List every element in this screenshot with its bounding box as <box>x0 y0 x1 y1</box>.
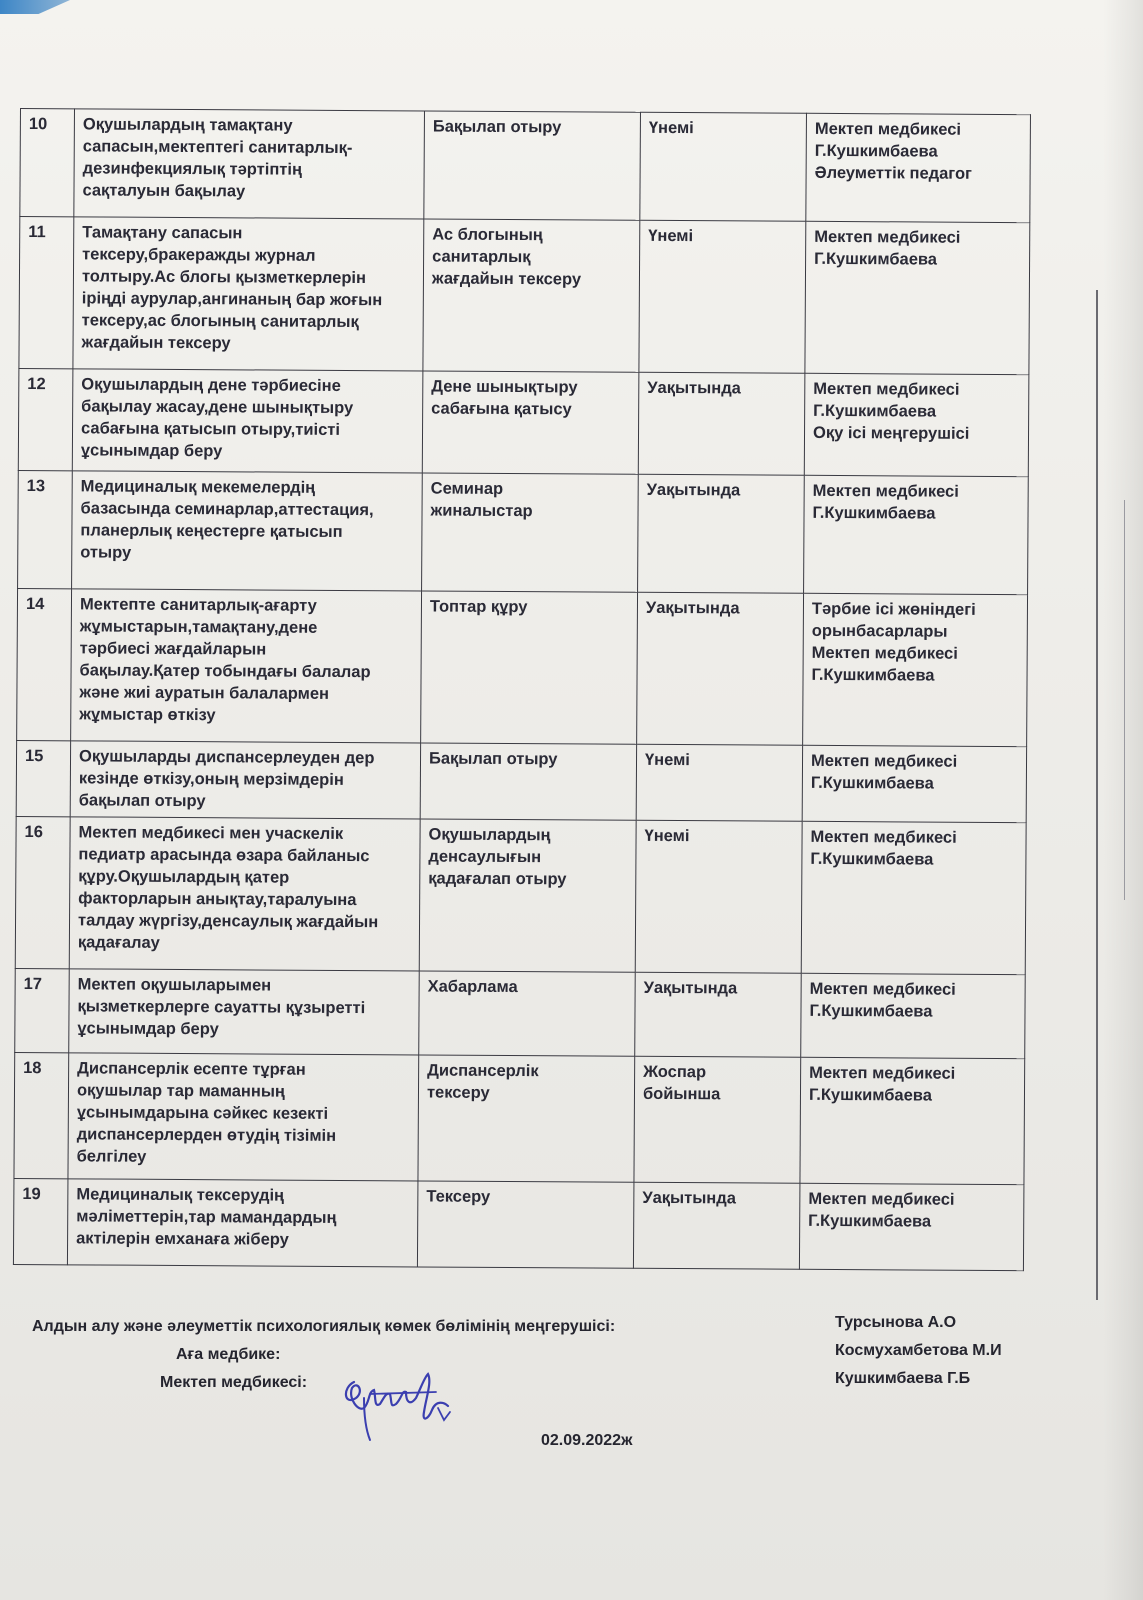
row-number <box>15 968 70 1052</box>
time-cell <box>635 820 802 973</box>
time-cell <box>637 592 804 745</box>
row-number <box>18 368 73 470</box>
task-cell-line: ұсынымдар беру <box>77 1019 219 1039</box>
form-cell-line: денсаулығын <box>428 847 542 867</box>
paper-edge-line <box>1096 290 1098 1300</box>
row-number-line: 11 <box>28 223 46 242</box>
form-cell <box>417 1181 634 1268</box>
row-number-line: 18 <box>23 1059 42 1078</box>
responsible-cell <box>804 475 1029 594</box>
time-cell-line: Уақытында <box>647 378 741 398</box>
form-cell-line: қадағалап отыру <box>428 869 567 889</box>
form-cell <box>423 219 640 372</box>
task-cell-line: талдау жүргізу,денсаулық жағдайын <box>77 911 379 932</box>
task-cell-line: ұсынымдар беру <box>80 441 223 461</box>
row-number-line: 15 <box>24 747 44 766</box>
table-row <box>14 1052 1025 1184</box>
task-cell-line: планерлық кеңестерге қатысып <box>80 521 343 541</box>
task-cell-line: қадағалау <box>77 933 160 952</box>
task-cell-line: толтыру.Ас блогы қызметкерлерін <box>81 267 367 288</box>
responsible-cell <box>801 821 1026 974</box>
form-cell-line: Хабарлама <box>427 977 518 997</box>
task-cell-line: тексеру,бракеражды журнал <box>82 245 316 265</box>
form-cell <box>419 819 636 972</box>
form-cell-line: Тексеру <box>426 1187 491 1206</box>
responsible-cell-line: Мектеп медбикесі <box>809 1063 956 1083</box>
task-cell-line: бақылап отыру <box>78 791 206 811</box>
responsible-cell-line: Г.Кушкимбаева <box>814 141 938 161</box>
task-cell-line: оқушылар тар маманның <box>76 1081 285 1101</box>
responsible-cell-line: Мектеп медбикесі <box>814 119 962 139</box>
task-cell-line: Оқушылардың дене тәрбиесіне <box>81 375 341 395</box>
row-number-line: 10 <box>28 115 48 134</box>
time-cell-line: Уақытында <box>646 480 741 500</box>
head-label: Алдын алу және әлеуметтік психологиялық көмек бөлімінің меңгерушісі: <box>32 1318 616 1335</box>
task-cell-line: жағдайын тексеру <box>81 333 231 353</box>
responsible-cell-line: Мектеп медбикесі <box>810 827 957 847</box>
row-number <box>17 588 72 740</box>
form-cell-line: Бақылап отыру <box>428 749 558 769</box>
task-cell <box>74 109 425 219</box>
row-number-line: 17 <box>23 975 43 994</box>
responsible-cell <box>799 1183 1024 1270</box>
row-number-line: 16 <box>24 823 43 842</box>
responsible-cell-line: Мектеп медбикесі <box>813 379 960 399</box>
row-number <box>20 109 75 217</box>
form-cell-line: санитарлық <box>432 247 531 267</box>
responsible-cell-line: Әлеуметтік педагог <box>814 163 972 183</box>
responsible-cell-line: Г.Кушкимбаева <box>808 1085 932 1105</box>
form-cell <box>419 971 636 1056</box>
task-cell-line: Медициналық тексерудің <box>76 1185 285 1205</box>
task-cell-line: ұсынымдарына сәйкес кезекті <box>76 1103 329 1123</box>
task-cell-line: жұмыстар өткізу <box>79 705 216 725</box>
responsible-cell-line: Г.Кушкимбаева <box>810 773 934 793</box>
form-cell-line: Оқушылардың <box>428 825 551 845</box>
task-cell-line: жұмыстарын,тамақтану,дене <box>79 617 318 637</box>
document-date: 02.09.2022ж <box>541 1432 633 1449</box>
time-cell-line: Уақытында <box>642 1188 736 1208</box>
form-cell-line: Ас блогының <box>432 225 543 245</box>
table-row <box>13 1178 1024 1270</box>
responsible-cell-line: Г.Кушкимбаева <box>808 1211 932 1231</box>
responsible-cell <box>806 113 1031 222</box>
task-cell-line: тексеру,ас блогының санитарлық <box>81 311 359 332</box>
senior-nurse-label: Аға медбике: <box>176 1346 281 1363</box>
form-cell-line: жиналыстар <box>430 501 533 521</box>
time-cell <box>635 972 802 1057</box>
table-row <box>16 740 1026 822</box>
corner-blue-edge <box>0 0 70 14</box>
table-row <box>17 588 1028 746</box>
time-cell-line: Үнемі <box>648 118 694 138</box>
time-cell <box>639 220 806 373</box>
task-cell <box>70 741 420 819</box>
form-cell <box>421 591 638 744</box>
form-cell-line: жағдайын тексеру <box>431 269 582 289</box>
responsible-cell-line: Тәрбие ісі жөніндегі <box>811 599 976 619</box>
responsible-cell-line: Г.Кушкимбаева <box>814 249 938 269</box>
task-cell-line: сапасын,мектептегі санитарлық- <box>82 137 353 158</box>
table-row <box>18 470 1029 594</box>
task-cell <box>72 369 423 473</box>
responsible-cell-line: Г.Кушкимбаева <box>813 401 937 421</box>
task-cell-line: бақылау.Қатер тобындағы балалар <box>79 661 371 682</box>
form-cell <box>418 1055 635 1182</box>
row-number <box>18 470 73 588</box>
time-cell-line: Үнемі <box>648 226 694 246</box>
time-cell <box>640 112 807 221</box>
task-cell-line: актілерін емханаға жіберу <box>76 1229 289 1249</box>
table-row <box>15 816 1026 974</box>
form-cell <box>420 743 636 820</box>
responsible-cell <box>805 221 1030 374</box>
responsible-cell <box>803 593 1028 746</box>
task-cell-line: дезинфекциялық тәртіптің <box>82 159 303 179</box>
plan-table <box>13 108 1031 1271</box>
form-cell-line: Дене шынықтыру <box>431 377 578 397</box>
table-row <box>19 217 1030 375</box>
task-cell <box>69 969 420 1055</box>
paper-shadow <box>1103 0 1143 1600</box>
task-cell <box>73 217 424 371</box>
responsible-cell-line: Мектеп медбикесі <box>810 751 958 771</box>
responsible-cell-line: Г.Кушкимбаева <box>809 1001 933 1021</box>
responsible-cell-line: орынбасарлары <box>811 621 948 641</box>
task-cell-line: бақылау жасау,дене шынықтыру <box>81 397 354 418</box>
responsible-cell <box>800 1057 1025 1184</box>
task-cell-line: факторларын анықтау,таралуына <box>78 889 357 910</box>
task-cell-line: іріңді аурулар,ангинаның бар жоғын <box>81 289 383 310</box>
task-cell <box>67 1179 418 1267</box>
form-cell-line: сабағына қатысу <box>431 399 572 419</box>
form-cell-line: Топтар құру <box>429 597 528 617</box>
task-cell <box>71 589 422 743</box>
head-name: Турсынова А.О <box>835 1314 957 1331</box>
row-number <box>14 1052 69 1178</box>
time-cell <box>636 744 802 821</box>
task-cell-line: педиатр арасында өзара байланыс <box>78 845 370 866</box>
time-cell-line: Уақытында <box>643 978 738 998</box>
responsible-cell-line: Г.Кушкимбаева <box>811 665 935 685</box>
task-cell <box>72 471 423 591</box>
task-cell-line: Мектеп медбикесі мен учаскелік <box>78 823 344 843</box>
task-cell-line: Мектепте санитарлық-ағарту <box>79 595 317 615</box>
responsible-cell-line: Мектеп медбикесі <box>814 227 961 247</box>
task-cell-line: Оқушыларды диспансерлеуден дер <box>78 747 375 768</box>
row-number-line: 13 <box>26 477 46 496</box>
task-cell <box>69 817 420 971</box>
task-cell <box>68 1053 419 1181</box>
form-cell-line: тексеру <box>426 1083 490 1102</box>
form-cell <box>424 111 641 220</box>
task-cell-line: құру.Оқушылардың қатер <box>78 867 290 887</box>
time-cell-line: Үнемі <box>644 750 690 770</box>
row-number-line: 14 <box>25 595 45 614</box>
task-cell-line: Медициналық мекемелердің <box>80 477 316 497</box>
form-cell <box>422 473 639 592</box>
time-cell <box>638 474 805 593</box>
responsible-cell-line: Мектеп медбикесі <box>811 643 958 663</box>
time-cell <box>638 372 805 475</box>
row-number <box>15 816 70 968</box>
task-cell-line: Оқушылардың тамақтану <box>82 115 293 135</box>
task-cell-line: және жиі ауратын балалармен <box>79 683 330 703</box>
paper-edge-line-secondary <box>1124 500 1125 900</box>
task-cell-line: сабағына қатысып отыру,тиісті <box>80 419 341 439</box>
task-cell-line: сақталуын бақылау <box>82 181 246 201</box>
task-cell-line: отыру <box>80 543 132 562</box>
task-cell-line: Диспансерлік есепте тұрған <box>77 1059 306 1079</box>
time-cell-line: Уақытында <box>645 598 740 618</box>
task-cell-line: кезінде өткізу,оның мерзімдерін <box>78 769 344 789</box>
table-row <box>18 368 1029 476</box>
row-number <box>16 740 70 816</box>
school-nurse-name: Кушкимбаева Г.Б <box>835 1370 971 1387</box>
task-cell-line: тәрбиесі жағдайларын <box>79 639 267 659</box>
time-cell <box>633 1182 800 1269</box>
task-cell-line: қызметкерлерге сауатты құзыретті <box>77 997 366 1018</box>
row-number <box>19 217 74 369</box>
responsible-cell-line: Оқу ісі меңгерушісі <box>812 423 970 443</box>
row-number-line: 12 <box>27 375 46 394</box>
responsible-cell <box>802 745 1026 822</box>
responsible-cell-line: Г.Кушкимбаева <box>812 503 936 523</box>
task-cell-line: Тамақтану сапасын <box>82 223 243 243</box>
table-row <box>15 968 1025 1058</box>
form-cell-line: Бақылап отыру <box>432 117 562 137</box>
form-cell-line: Семинар <box>430 479 504 498</box>
task-cell-line: диспансерлерден өтудің тізімін <box>76 1125 337 1145</box>
time-cell-line: Үнемі <box>644 826 690 846</box>
responsible-cell-line: Мектеп медбикесі <box>809 979 956 999</box>
plan-table-body <box>13 109 1030 1271</box>
row-number <box>13 1178 68 1264</box>
form-cell <box>422 371 639 474</box>
responsible-cell <box>801 973 1026 1058</box>
responsible-cell-line: Г.Кушкимбаева <box>810 849 934 869</box>
school-nurse-label: Мектеп медбикесі: <box>160 1374 308 1391</box>
responsible-cell-line: Мектеп медбикесі <box>812 481 959 501</box>
task-cell-line: белгілеу <box>76 1147 147 1166</box>
form-cell-line: Диспансерлік <box>427 1061 539 1081</box>
responsible-cell-line: Мектеп медбикесі <box>808 1189 955 1209</box>
time-cell-line: Жоспар <box>643 1062 707 1082</box>
senior-nurse-name: Космухамбетова М.И <box>835 1342 1002 1359</box>
signature-image <box>340 1368 460 1448</box>
task-cell-line: мәліметтерін,тар мамандардың <box>76 1207 337 1227</box>
row-number-line: 19 <box>22 1185 41 1204</box>
time-cell-line: бойынша <box>642 1084 721 1104</box>
task-cell-line: базасында семинарлар,аттестация, <box>80 499 374 520</box>
task-cell-line: Мектеп оқушыларымен <box>77 975 272 995</box>
table-row <box>20 109 1031 223</box>
time-cell <box>634 1056 801 1183</box>
responsible-cell <box>804 373 1029 476</box>
